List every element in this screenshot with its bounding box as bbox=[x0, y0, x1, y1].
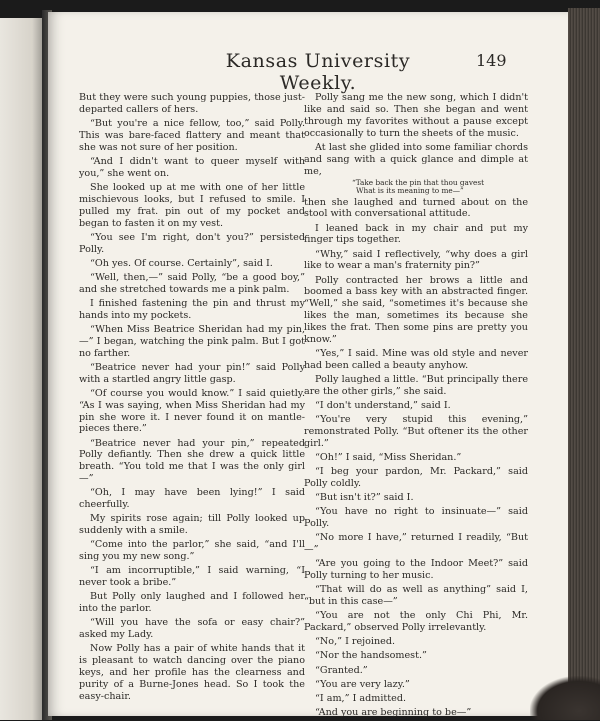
paragraph: “And I didn't want to queer myself with you,” she went on. bbox=[79, 155, 305, 179]
paragraph: “No,” I rejoined. bbox=[315, 636, 396, 648]
paragraph: “Oh yes. Of course. Certainly”, said I. bbox=[90, 257, 273, 269]
paragraph: “Beatrice never had your pin,” repeated Polly defiantly. Then she drew a quick little breath. “You told me that I was the only girl—” bbox=[79, 437, 305, 485]
scanner-thumb bbox=[530, 676, 600, 720]
paragraph: “Well, then,—” said Polly, “be a good boy,” and she stretched towards me a pink palm. bbox=[79, 271, 305, 295]
journal-title: Kansas University Weekly. bbox=[225, 50, 411, 94]
paragraph: “Will you have the sofa or easy chair?” asked my Lady. bbox=[79, 617, 305, 641]
paragraph: Polly laughed a little. “But principally there are the other girls,” she said. bbox=[304, 374, 528, 398]
paragraph: “When Miss Beatrice Sheridan had my pin,—” I began, watching the pink palm. But I got no farther. bbox=[79, 323, 305, 359]
paragraph: “Of course you would know.” I said quietly. “As I was saying, when Miss Sheridan had my pin she wore it. I never found it on mantle-pieces there.” bbox=[79, 387, 305, 435]
paragraph: “Yes,” I said. Mine was old style and never had been called a beauty anyhow. bbox=[304, 348, 528, 372]
paragraph: “You are very lazy.” bbox=[315, 678, 410, 690]
paragraph: She looked up at me with one of her little mischievous looks, but I refused to smile. I pulled my frat. pin out of my pocket and began to fasten it on my vest. bbox=[79, 181, 305, 229]
paragraph: Now Polly has a pair of white hands that it is pleasant to watch dancing over the piano keys, and her profile has the clearness and purity of a Burne-Jones head. So I took the easy-chair. bbox=[79, 643, 305, 702]
verse-line: “Take back the pin that thou gavest bbox=[352, 177, 484, 187]
paragraph: At last she glided into some familiar chords and sang with a quick glance and dimple at me, bbox=[304, 141, 528, 177]
left-column bbox=[79, 92, 305, 705]
paragraph: “Beatrice never had your pin!” said Polly with a startled angry little gasp. bbox=[79, 361, 305, 385]
paragraph: “Come into the parlor,” she said, “and I'll sing you my new song.” bbox=[79, 539, 305, 563]
paragraph: “And you are beginning to be—” bbox=[315, 706, 472, 718]
paragraph: I leaned back in my chair and put my finger tips together. bbox=[304, 222, 528, 246]
verse-line: What is its meaning to me—” bbox=[356, 186, 464, 196]
song-verse bbox=[304, 179, 528, 196]
paragraph: I finished fastening the pin and thrust my hands into my pockets. bbox=[79, 297, 305, 321]
right-column bbox=[304, 92, 528, 721]
paragraph: “Oh, I may have been lying!” I said cheerfully. bbox=[79, 487, 305, 511]
facing-page-edge bbox=[0, 18, 46, 720]
paragraph: “Nor the handsomest.” bbox=[315, 650, 427, 662]
paragraph: My spirits rose again; till Polly looked up suddenly with a smile. bbox=[79, 513, 305, 537]
paragraph: “That will do as well as anything” said I, “but in this case—” bbox=[304, 584, 528, 608]
paragraph: “Granted.” bbox=[315, 664, 368, 676]
paragraph: “But isn't it?” said I. bbox=[315, 492, 414, 504]
paragraph: then she laughed and turned about on the stool with conversational attitude. bbox=[304, 196, 528, 220]
paragraph: “You see I'm right, don't you?” persisted Polly. bbox=[79, 231, 305, 255]
paragraph: “I beg your pardon, Mr. Packard,” said Polly coldly. bbox=[304, 466, 528, 490]
paragraph: But Polly only laughed and I followed her into the parlor. bbox=[79, 591, 305, 615]
paragraph: “I am incorruptible,” I said warning, “I never took a bribe.” bbox=[79, 565, 305, 589]
paragraph: “Why,” said I reflectively, “why does a girl like to wear a man's fraternity pin?” bbox=[304, 248, 528, 272]
paragraph: “I don't understand,” said I. bbox=[315, 400, 451, 412]
document-page bbox=[48, 12, 578, 716]
paragraph: But they were such young puppies, those just-departed callers of hers. bbox=[79, 92, 305, 115]
paragraph: “No more I have,” returned I readily, “But—” bbox=[304, 532, 528, 556]
page-number: 149 bbox=[476, 51, 507, 70]
paragraph: “You're very stupid this evening,” remonstrated Polly. “But oftener its the other girl.” bbox=[304, 414, 528, 450]
page-stack-edge bbox=[568, 8, 600, 720]
running-header bbox=[48, 50, 578, 94]
paragraph: “Oh!” I said, “Miss Sheridan.” bbox=[315, 452, 462, 464]
paragraph: “You are not the only Chi Phi, Mr. Packard,” observed Polly irrelevantly. bbox=[304, 610, 528, 634]
paragraph: “I am,” I admitted. bbox=[315, 692, 407, 704]
paragraph: “But you're a nice fellow, too,” said Polly. This was bare-faced flattery and meant that she was not sure of her position. bbox=[79, 118, 305, 153]
paragraph: “Are you going to the Indoor Meet?” said Polly turning to her music. bbox=[304, 558, 528, 582]
paragraph: Polly contracted her brows a little and boomed a bass key with an abstracted finger. “Well,” she said, “sometimes it's because she likes the man, sometimes its because she likes the frat. Then some pins are pretty you know.” bbox=[304, 274, 528, 346]
paragraph: “You have no right to insinuate—” said Polly. bbox=[304, 506, 528, 530]
paragraph: Polly sang me the new song, which I didn't like and said so. Then she began and went through my favorites without a pause except occasionally to turn the sheets of the music. bbox=[304, 92, 528, 139]
